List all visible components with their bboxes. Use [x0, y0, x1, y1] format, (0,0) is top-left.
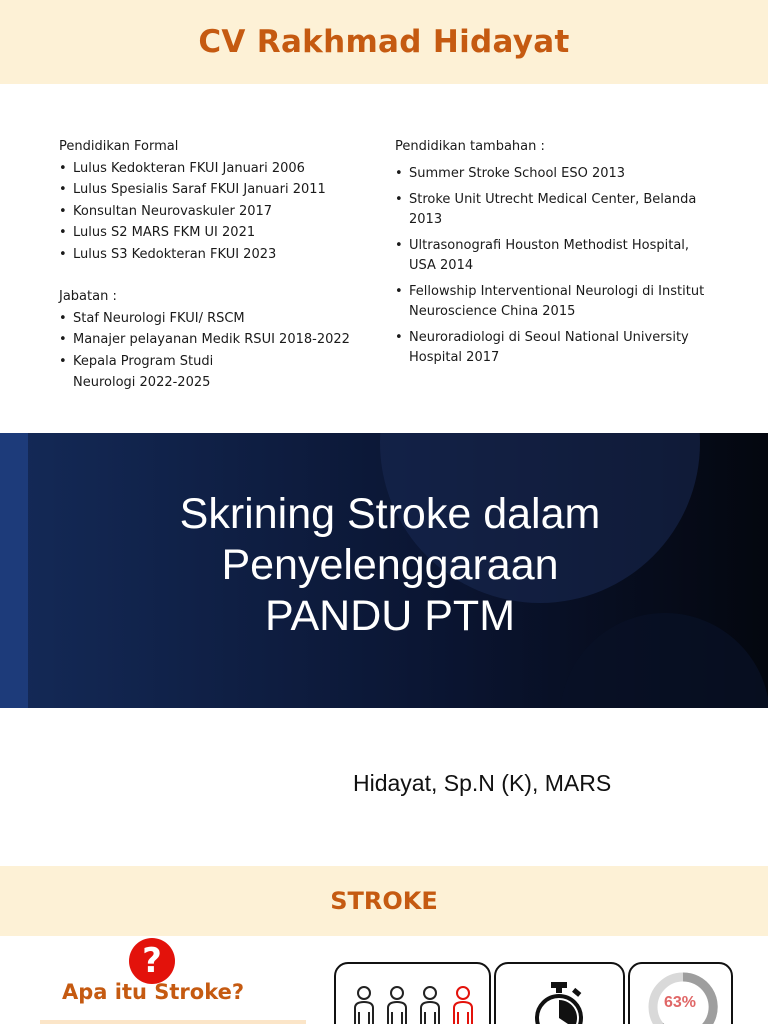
people-card [334, 962, 491, 1024]
list-item: • Stroke Unit Utrecht Medical Center, Belanda 2013 [395, 190, 715, 229]
presenter-area [0, 708, 768, 866]
list-item: • Staf Neurologi FKUI/ RSCM [59, 308, 359, 330]
education-additional-heading: Pendidikan tambahan : [395, 139, 545, 154]
list-item: • Lulus S3 Kedokteran FKUI 2023 [59, 244, 359, 266]
cv-right-column [395, 136, 715, 374]
question-mark-icon: ? [129, 938, 175, 984]
slide-title [40, 489, 740, 642]
positions-list [59, 308, 359, 394]
cv-left-column [59, 136, 359, 394]
presenter-name: Hidayat, Sp.N (K), MARS [353, 770, 612, 796]
list-item: • Lulus S2 MARS FKM UI 2021 [59, 222, 359, 244]
positions-heading: Jabatan : [59, 289, 117, 304]
people-icon [352, 984, 476, 1024]
cv-header [0, 0, 768, 84]
stopwatch-icon [529, 982, 589, 1024]
definition-box [40, 1020, 306, 1024]
list-item: • Ultrasonografi Houston Methodist Hospital, USA 2014 [395, 236, 715, 275]
list-item: • Summer Stroke School ESO 2013 [395, 164, 715, 184]
cv-title: CV Rakhmad Hidayat [198, 24, 570, 60]
education-formal-list [59, 158, 359, 266]
stopwatch-card [494, 962, 625, 1024]
list-item: • Konsultan Neurovaskuler 2017 [59, 201, 359, 223]
stroke-header [0, 866, 768, 936]
list-item: • Lulus Kedokteran FKUI Januari 2006 [59, 158, 359, 180]
list-item: • Lulus Spesialis Saraf FKUI Januari 2011 [59, 179, 359, 201]
slide-title-line: PANDU PTM [264, 592, 516, 640]
education-additional-list [395, 164, 715, 368]
title-slide [0, 433, 768, 708]
list-item: • Manajer pelayanan Medik RSUI 2018-2022 [59, 329, 359, 351]
stroke-body [0, 936, 768, 1024]
what-is-stroke-heading: Apa itu Stroke? [62, 980, 245, 1004]
stat-percentage: 63% [664, 994, 697, 1011]
slide-title-line: Penyelenggaraan [221, 541, 559, 589]
cv-body [0, 84, 768, 433]
education-formal-heading: Pendidikan Formal [59, 139, 179, 154]
decorative-strip [0, 433, 28, 708]
slide-title-line: Skrining Stroke dalam [179, 490, 601, 538]
stroke-title: STROKE [330, 887, 438, 915]
stat-card [628, 962, 733, 1024]
spacer [59, 265, 359, 286]
list-item: • Neuroradiologi di Seoul National University Hospital 2017 [395, 328, 715, 367]
list-item: • Kepala Program Studi Neurologi 2022-2025 [59, 351, 279, 394]
list-item: • Fellowship Interventional Neurologi di Institut Neuroscience China 2015 [395, 282, 715, 321]
